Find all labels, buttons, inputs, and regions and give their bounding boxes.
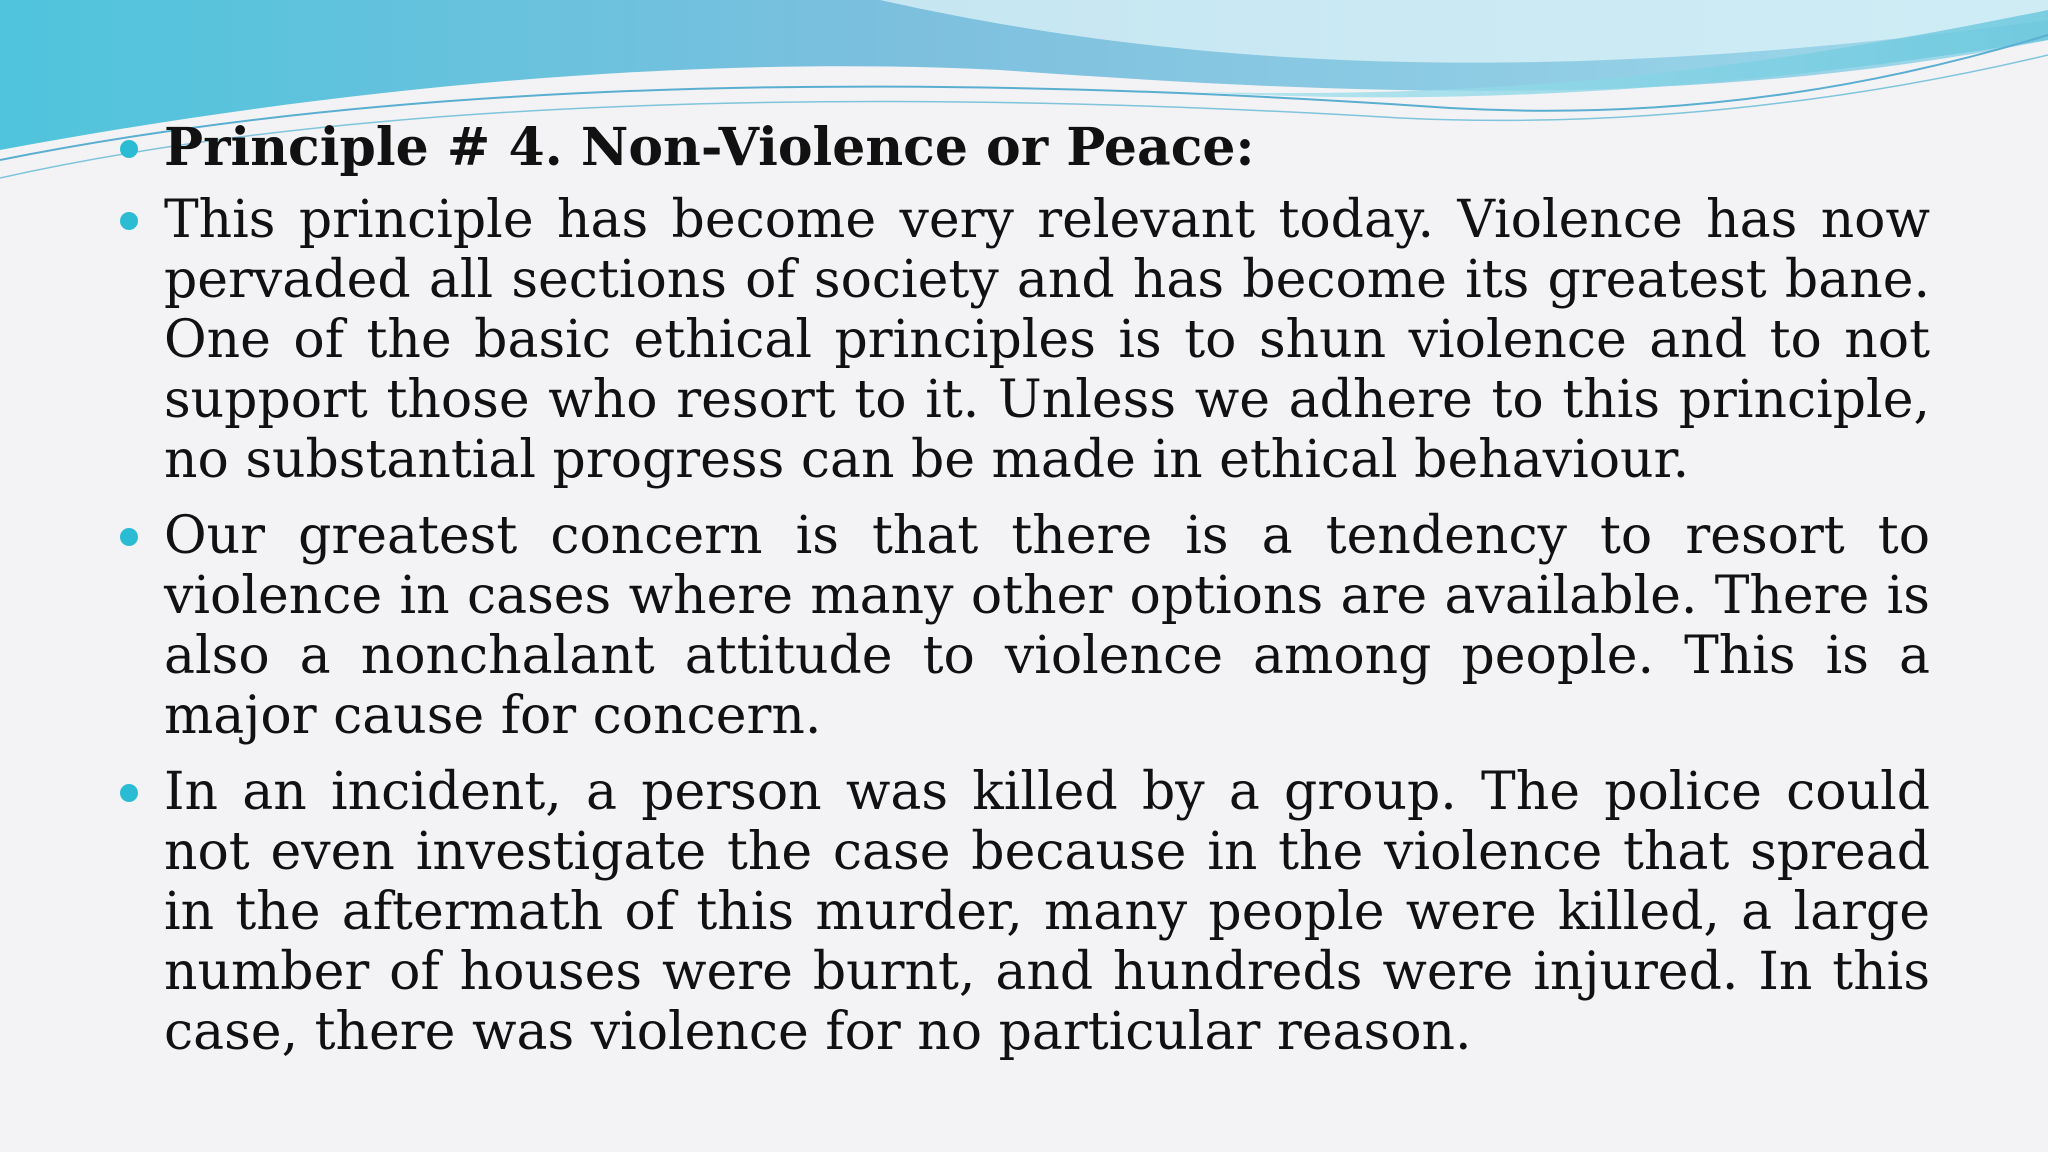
bullet-principle-heading bbox=[120, 118, 1930, 178]
bullet-text: This principle has become very relevant today. Violence has now pervaded all sections of society and has become its greatest bane. One of the basic ethical principles is to shun violence and to not support those who resort to it. Unless we adhere to this principle, no substantial progress can be made in ethical behaviour. bbox=[164, 190, 1930, 490]
bullet-text: Principle # 4. Non-Violence or Peace: bbox=[164, 117, 1255, 178]
bullet-dot-icon bbox=[120, 140, 138, 158]
bullet-text: In an incident, a person was killed by a group. The police could not even investigate the case because in the violence that spread in the aftermath of this murder, many people were killed, a large number of houses were burnt, and hundreds were injured. In this case, there was violence for no particular reason. bbox=[164, 762, 1930, 1062]
bullet-principle-relevance bbox=[120, 190, 1930, 490]
bullet-text: Our greatest concern is that there is a tendency to resort to violence in cases where many other options are available. There is also a nonchalant attitude to violence among people. This is a major cause for concern. bbox=[164, 506, 1930, 746]
slide-content bbox=[120, 118, 1930, 1078]
bullet-dot-icon bbox=[120, 212, 138, 230]
bullet-greatest-concern bbox=[120, 506, 1930, 746]
bullet-incident-example bbox=[120, 762, 1930, 1062]
bullet-dot-icon bbox=[120, 528, 138, 546]
bullet-dot-icon bbox=[120, 784, 138, 802]
